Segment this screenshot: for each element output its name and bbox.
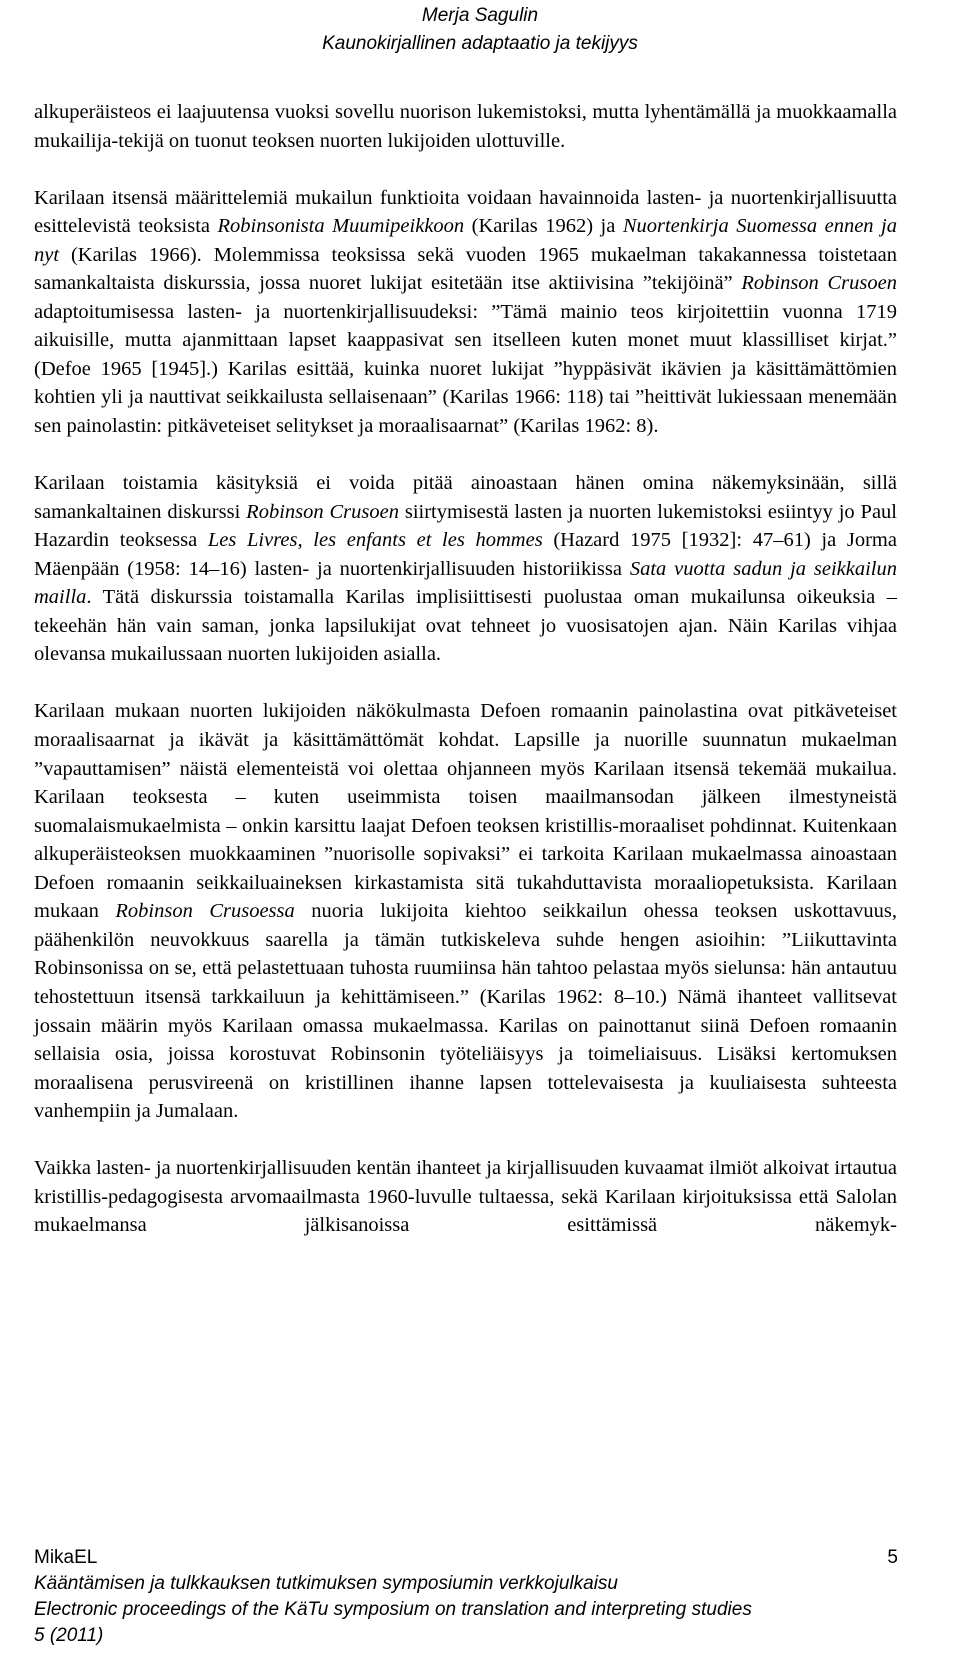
text-segment: (Karilas 1966). Molemmissa teoksissa sekä vuoden 1965 mukaelman takakannessa toistetaan samankaltaista diskurssia, jossa nuoret lukijat esitetään itse aktiivisina ”tekijöinä”	[34, 243, 897, 295]
text-segment: siirtymisestä lasten ja nuorten lukemistoksi esiintyy jo Paul Hazardin teoksessa	[34, 500, 897, 552]
book-title: Robinsonista Muumipeikkoon	[217, 215, 465, 238]
page-footer	[34, 1545, 898, 1649]
footer-line-en: Electronic proceedings of the KäTu symposium on translation and interpreting studies	[34, 1599, 752, 1620]
journal-name: MikaEL	[34, 1547, 98, 1568]
paragraph-2	[34, 184, 897, 441]
book-title: Les Livres, les enfants et les hommes	[207, 529, 543, 552]
paragraph-3	[34, 469, 897, 669]
text-segment: alkuperäisteos ei laajuutensa vuoksi sovellu nuorison lukemistoksi, mutta lyhentämällä ja muokkaamalla mukailija-tekijä on tuonut teoksen nuorten lukijoiden ulottuville.	[34, 101, 897, 152]
paragraph-4	[34, 697, 897, 1125]
text-segment: Karilaan itsensä määrittelemiä mukailun funktioita voidaan havainnoida lasten- ja nuortenkirjallisuutta esittelevistä teoksista	[34, 186, 897, 238]
text-segment: nuoria lukijoita kiehtoo seikkailun ohessa teoksen uskottavuus, päähenkilön neuvokkuus saarella ja tämän tutkiskeleva suhde hengen asioihin: ”Liikuttavinta Robinsonissa on se, että pelastettuaan tuhosta ruumiinsa hän tahtoo pelastaa myös sielunsa: hän antautuu tehostettuun itsensä tarkkailuun ja kehittämiseen.” (Karilas 1962: 8–10.) Nämä ihanteet vallitsevat jossain määrin myös Karilaan omassa mukaelmassa. Karilas on painottanut siinä Defoen romaanin sellaisia osia, joissa korostuvat Robinsonin työteliäisyys ja toimeliaisuus. Lisäksi kertomuksen moraalisena perusvireenä on kristillinen ihanne lapsen tottelevaisesta ja kuuliaisesta suhteesta vanhempiin ja Jumalaan.	[34, 900, 897, 1123]
text-segment: Vaikka lasten- ja nuortenkirjallisuuden kentän ihanteet ja kirjallisuuden kuvaamat ilmiöt alkoivat irtautua kristillis-pedagogisesta arvomaailmasta 1960-luvulle tultaessa, sekä Karilaan kirjoituksissa että Salolan mukaelmansa jälkisanoissa esittämissä näkemyk-	[34, 1157, 897, 1237]
text-segment: adaptoitumisessa lasten- ja nuortenkirjallisuudeksi: ”Tämä mainio teos kirjoitettiin vuonna 1719 aikuisille, mutta ajanmittaan lapset kaappasivat sen itselleen kuten monet muut klassilliset kirjat.” (Defoe 1965 [1945].) Karilas esittää, kuinka nuoret lukijat ”hyppäsivät ikävien ja käsittämättömien kohtien yli ja nauttivat seikkailusta sellaisenaan” (Karilas 1966: 118) tai ”heittivät lukiessaan menemään sen painolastin: pitkäveteiset selitykset ja moraalisaarnat” (Karilas 1962: 8).	[34, 300, 897, 438]
book-title: Nuortenkirja Suomessa ennen ja nyt	[34, 215, 897, 266]
paragraph-1	[34, 98, 897, 155]
text-segment: Karilaan toistamia käsityksiä ei voida pitää ainoastaan hänen omina näkemyksinään, sillä samankaltainen diskurssi	[34, 472, 897, 523]
header-author: Merja Sagulin	[421, 5, 539, 26]
book-title: Sata vuotta sadun ja seikkailun mailla	[34, 557, 897, 609]
book-title: Robinson Crusoessa	[115, 900, 295, 923]
footer-line-fi: Kääntämisen ja tulkkauksen tutkimuksen symposiumin verkkojulkaisu	[34, 1573, 618, 1594]
text-segment: . Tätä diskurssia toistamalla Karilas implisiittisesti puolustaa oman mukailunsa oikeuksia – tekeehän hän vain saman, jonka lapsilukijat ovat tehneet jo vuosisatojen ajan. Näin Karilas vihjaa olevansa mukailussaan nuorten lukijoiden asialla.	[34, 586, 897, 666]
body-text	[34, 98, 897, 1240]
paragraph-5	[34, 1154, 897, 1240]
text-segment: (Hazard 1975 [1932]: 47–61) ja Jorma Mäenpään (1958: 14–16) lasten- ja nuortenkirjallisuuden historiikissa	[34, 529, 897, 580]
text-segment: Karilaan mukaan nuorten lukijoiden näkökulmasta Defoen romaanin painolastina ovat pitkäveteiset moraalisaarnat ja ikävät ja käsittämättömät kohdat. Lapsille ja nuorille suunnatun mukaelman ”vapauttamisen” näistä elementeistä voi olettaa ohjanneen myös Karilaan itsensä tekemää mukailua. Karilaan teoksesta – kuten useimmista toisen maailmansodan jälkeen ilmestyneistä suomalaismukaelmista – onkin karsittu laajat Defoen teoksen kristillis-moraaliset pohdinnat. Kuitenkaan alkuperäisteoksen muokkaaminen ”nuorisolle sopivaksi” ei tarkoita Karilaan mukaelmassa ainoastaan Defoen romaanin seikkailuaineksen kirkastamista sitä tukahduttavista moraaliopetuksista. Karilaan mukaan	[34, 700, 897, 923]
book-title: Robinson Crusoen	[246, 500, 399, 523]
header-title: Kaunokirjallinen adaptaatio ja tekijyys	[322, 33, 638, 54]
footer-volume: 5 (2011)	[34, 1625, 104, 1646]
book-title: Robinson Crusoen	[741, 272, 897, 295]
text-segment: (Karilas 1962) ja	[464, 215, 623, 238]
footer-journal-row	[34, 1545, 898, 1571]
page-number: 5	[887, 1547, 898, 1568]
running-header	[0, 0, 960, 58]
